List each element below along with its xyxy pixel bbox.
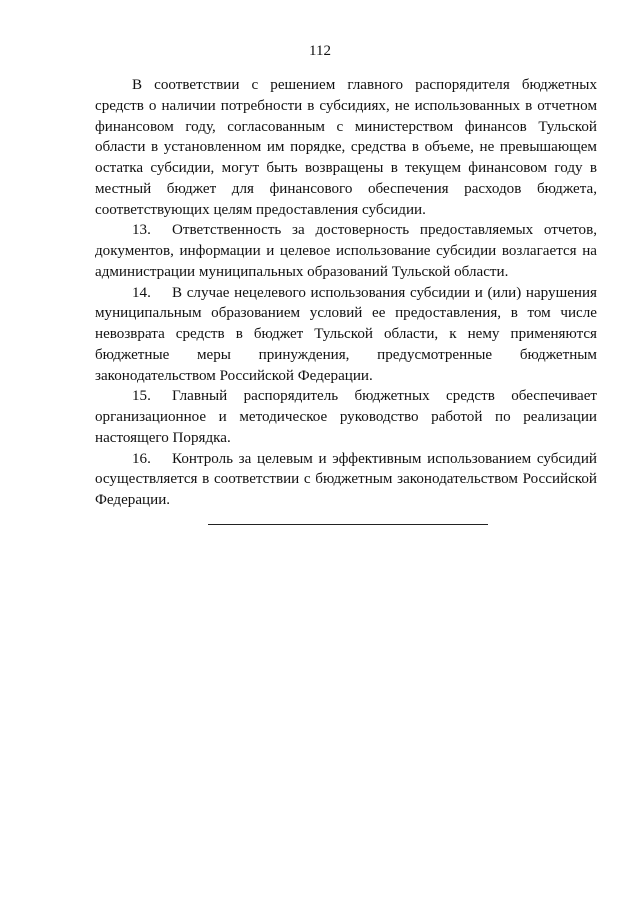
paragraph-13 (95, 220, 597, 282)
paragraph-number: 14. (132, 284, 151, 301)
paragraph-number: 13. (132, 222, 151, 239)
page-number: 112 (309, 43, 331, 59)
paragraph-number: 16. (132, 450, 151, 467)
paragraph-number: 15. (132, 388, 151, 405)
paragraph-16 (95, 449, 597, 511)
paragraph-14 (95, 283, 597, 387)
document-body (95, 75, 597, 511)
paragraph-text: Контроль за целевым и эффективным использованием субсидий осуществляется в соответствии с бюджетным законодательством Российской Федерации. (95, 450, 597, 508)
paragraph-text: В случае нецелевого использования субсидии и (или) нарушения муниципальным образованием условий ее предоставления, в том числе невозврата средств в бюджет Тульской области, к нему применяются бюджетные меры принуждения, предусмотренные бюджетным законодательством Российской Федерации. (95, 284, 597, 384)
paragraph-intro (95, 75, 597, 220)
paragraph-text: Главный распорядитель бюджетных средств обеспечивает организационное и методическое руководство работой по реализации настоящего Порядка. (95, 388, 597, 446)
end-divider-line (208, 524, 488, 525)
paragraph-text: Ответственность за достоверность предоставляемых отчетов, документов, информации и целевое использование субсидии возлагается на администрации муниципальных образований Тульской области. (95, 222, 597, 280)
paragraph-15 (95, 386, 597, 448)
paragraph-text: В соответствии с решением главного распорядителя бюджетных средств о наличии потребности в субсидиях, не использованных в отчетном финансовом году, согласованным с министерством финансов Тульской области в установленном им порядке, средства в объеме, не превышающем остатка субсидии, могут быть возвращены в текущем финансовом году в местный бюджет для финансового обеспечения расходов бюджета, соответствующих целям предоставления субсидии. (95, 77, 597, 218)
